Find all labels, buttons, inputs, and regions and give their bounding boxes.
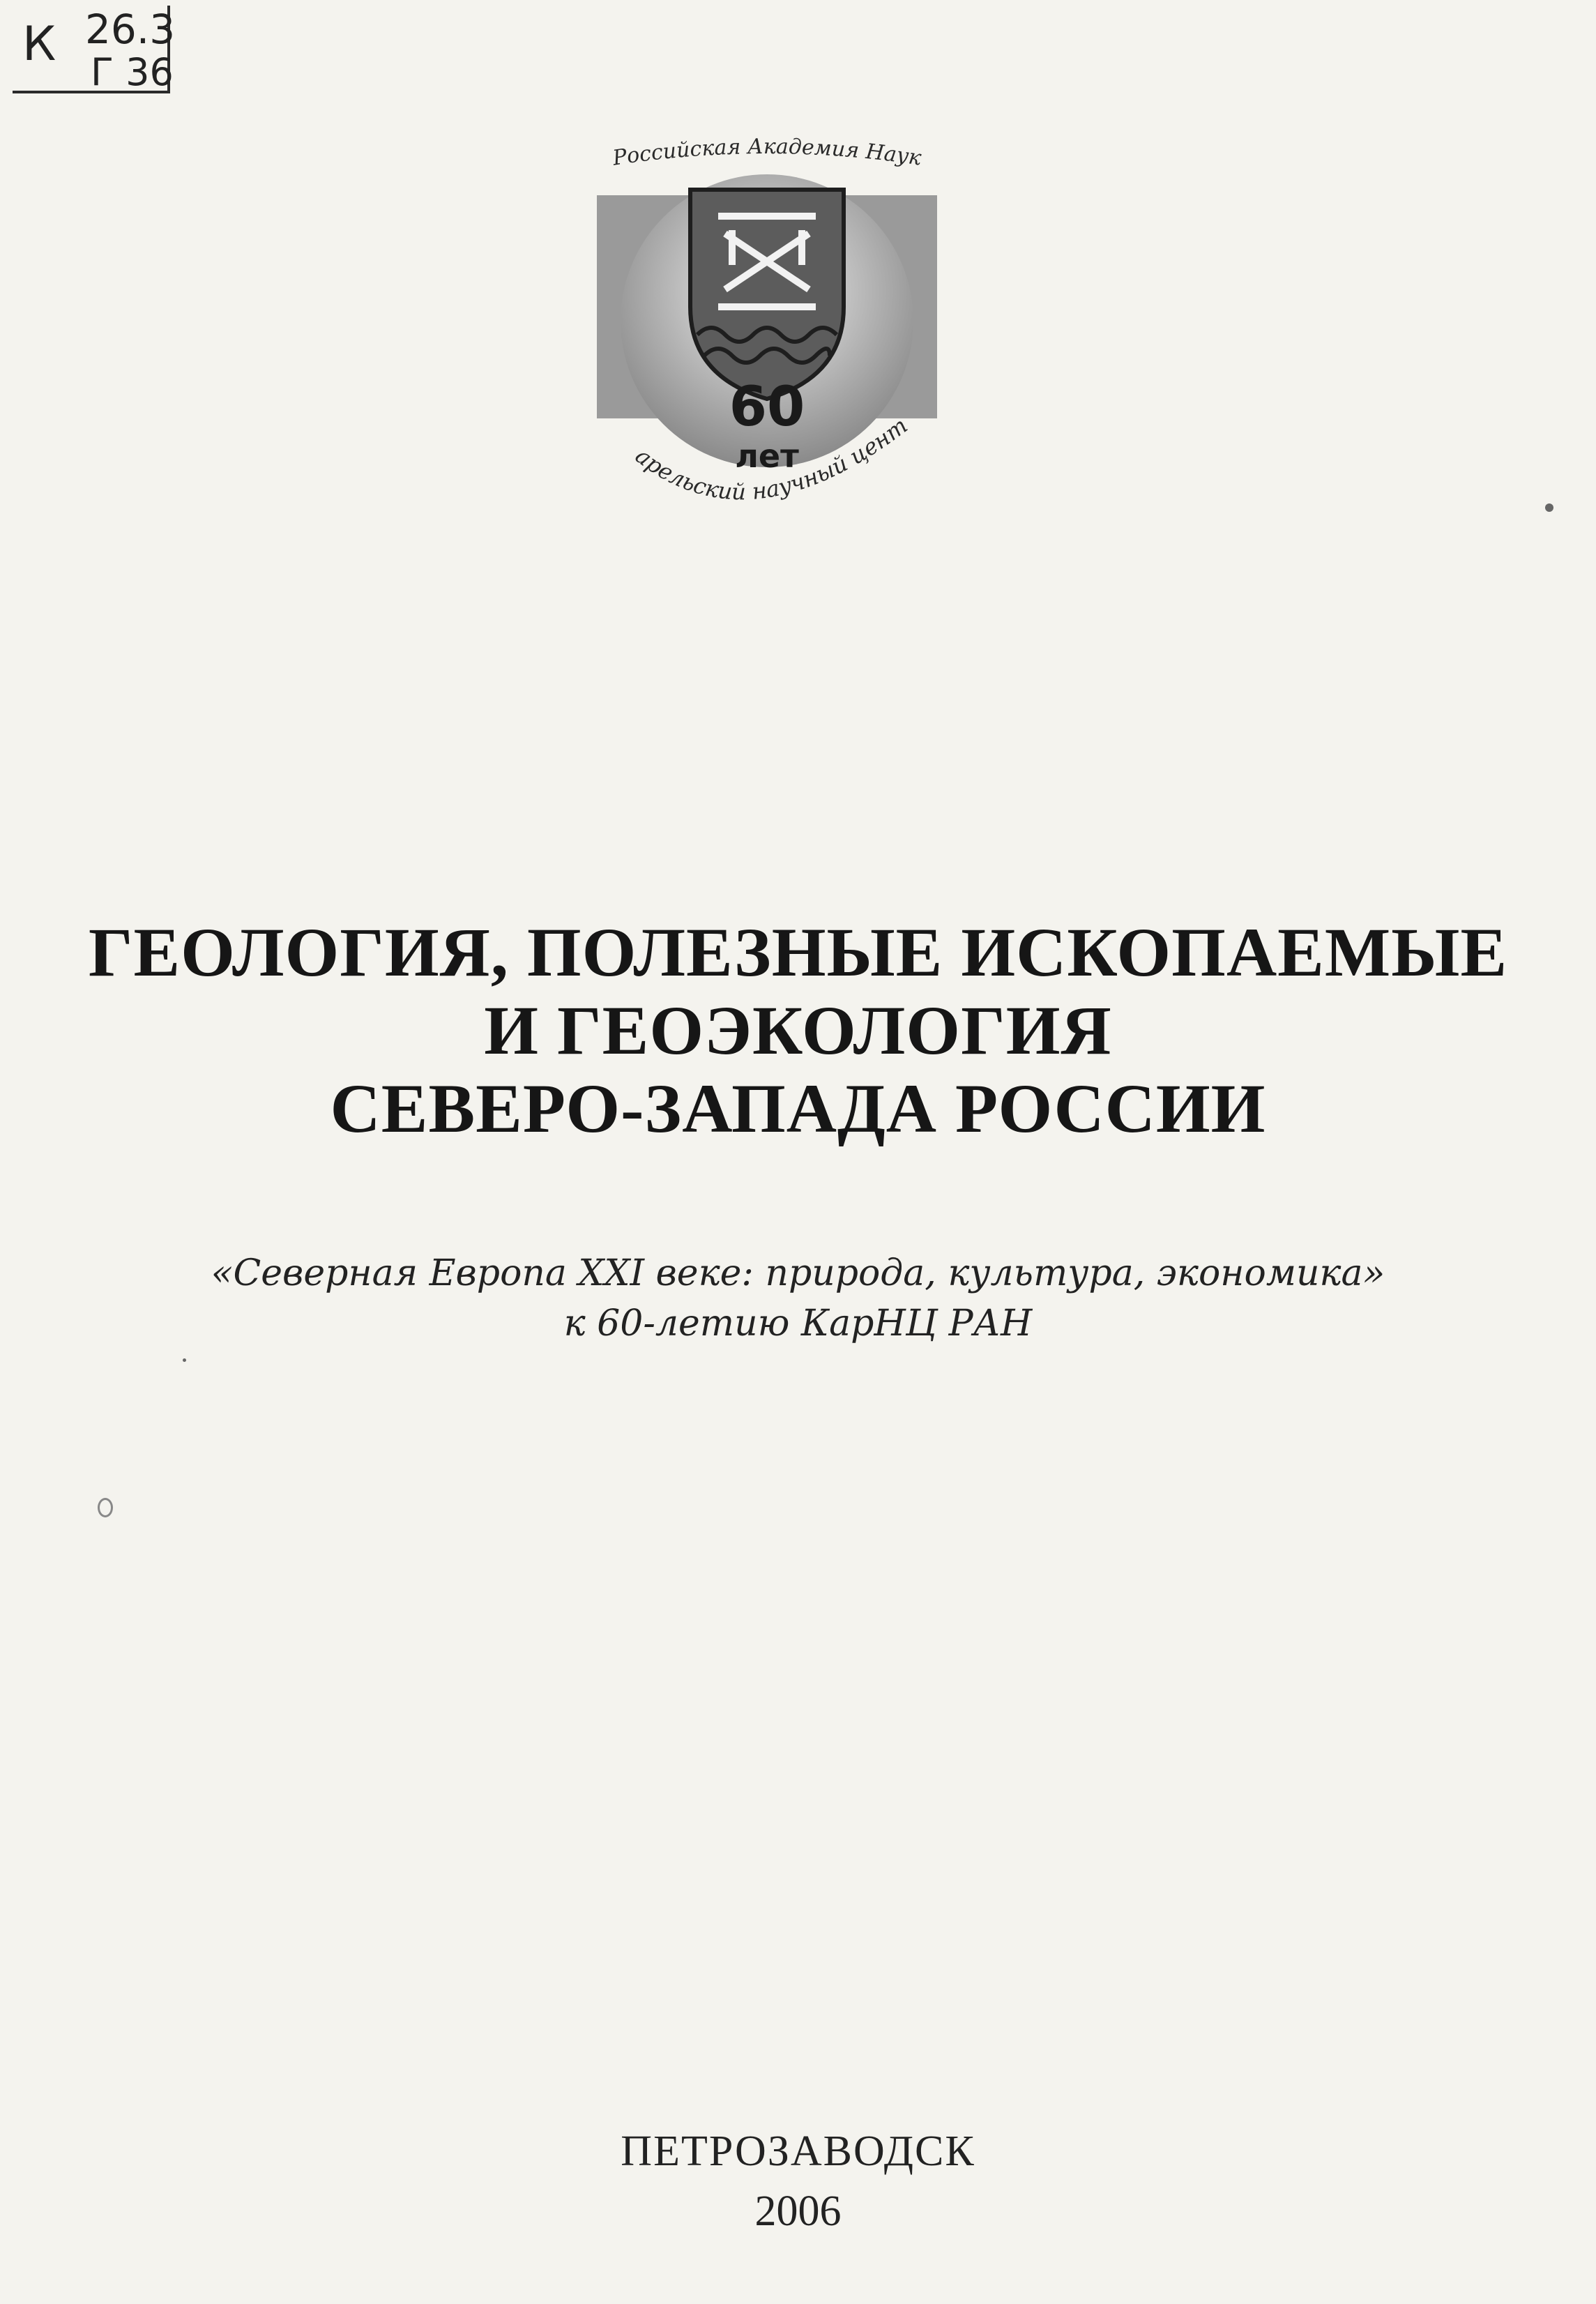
publication-city: ПЕТРОЗАВОДСК	[621, 2128, 975, 2175]
book-title	[0, 914, 1596, 1148]
book-subtitle	[0, 1248, 1596, 1349]
scan-speck	[98, 1498, 113, 1517]
scan-speck	[183, 1358, 186, 1362]
library-shelf-mark	[13, 6, 194, 96]
emblem-years-word: лет	[735, 437, 799, 475]
shelf-mark-letter: К	[22, 17, 56, 72]
emblem-bottom-arc-text: арельский научный цент	[630, 411, 913, 506]
title-line-2: И ГЕОЭКОЛОГИЯ	[484, 992, 1112, 1069]
emblem-anniversary-number: 60	[729, 376, 805, 439]
karelian-research-centre-emblem	[586, 126, 948, 572]
subtitle-line-2: к 60-летию КарНЦ РАН	[563, 1303, 1033, 1344]
title-line-1: ГЕОЛОГИЯ, ПОЛЕЗНЫЕ ИСКОПАЕМЫЕ	[88, 914, 1508, 991]
emblem-graphic	[586, 126, 948, 572]
emblem-shield	[690, 190, 844, 399]
scan-speck	[1545, 503, 1553, 512]
title-line-3: СЕВЕРО-ЗАПАДА РОССИИ	[330, 1070, 1266, 1147]
emblem-top-arc-text: Российская Академия Наук	[611, 134, 923, 171]
shelf-mark-code-line1: 26.3	[85, 6, 176, 53]
shelf-mark-code-line2: Г 36	[91, 50, 174, 94]
publication-year: 2006	[754, 2188, 842, 2235]
subtitle-line-1: «Северная Европа XXI веке: природа, культура, экономика»	[211, 1252, 1385, 1294]
